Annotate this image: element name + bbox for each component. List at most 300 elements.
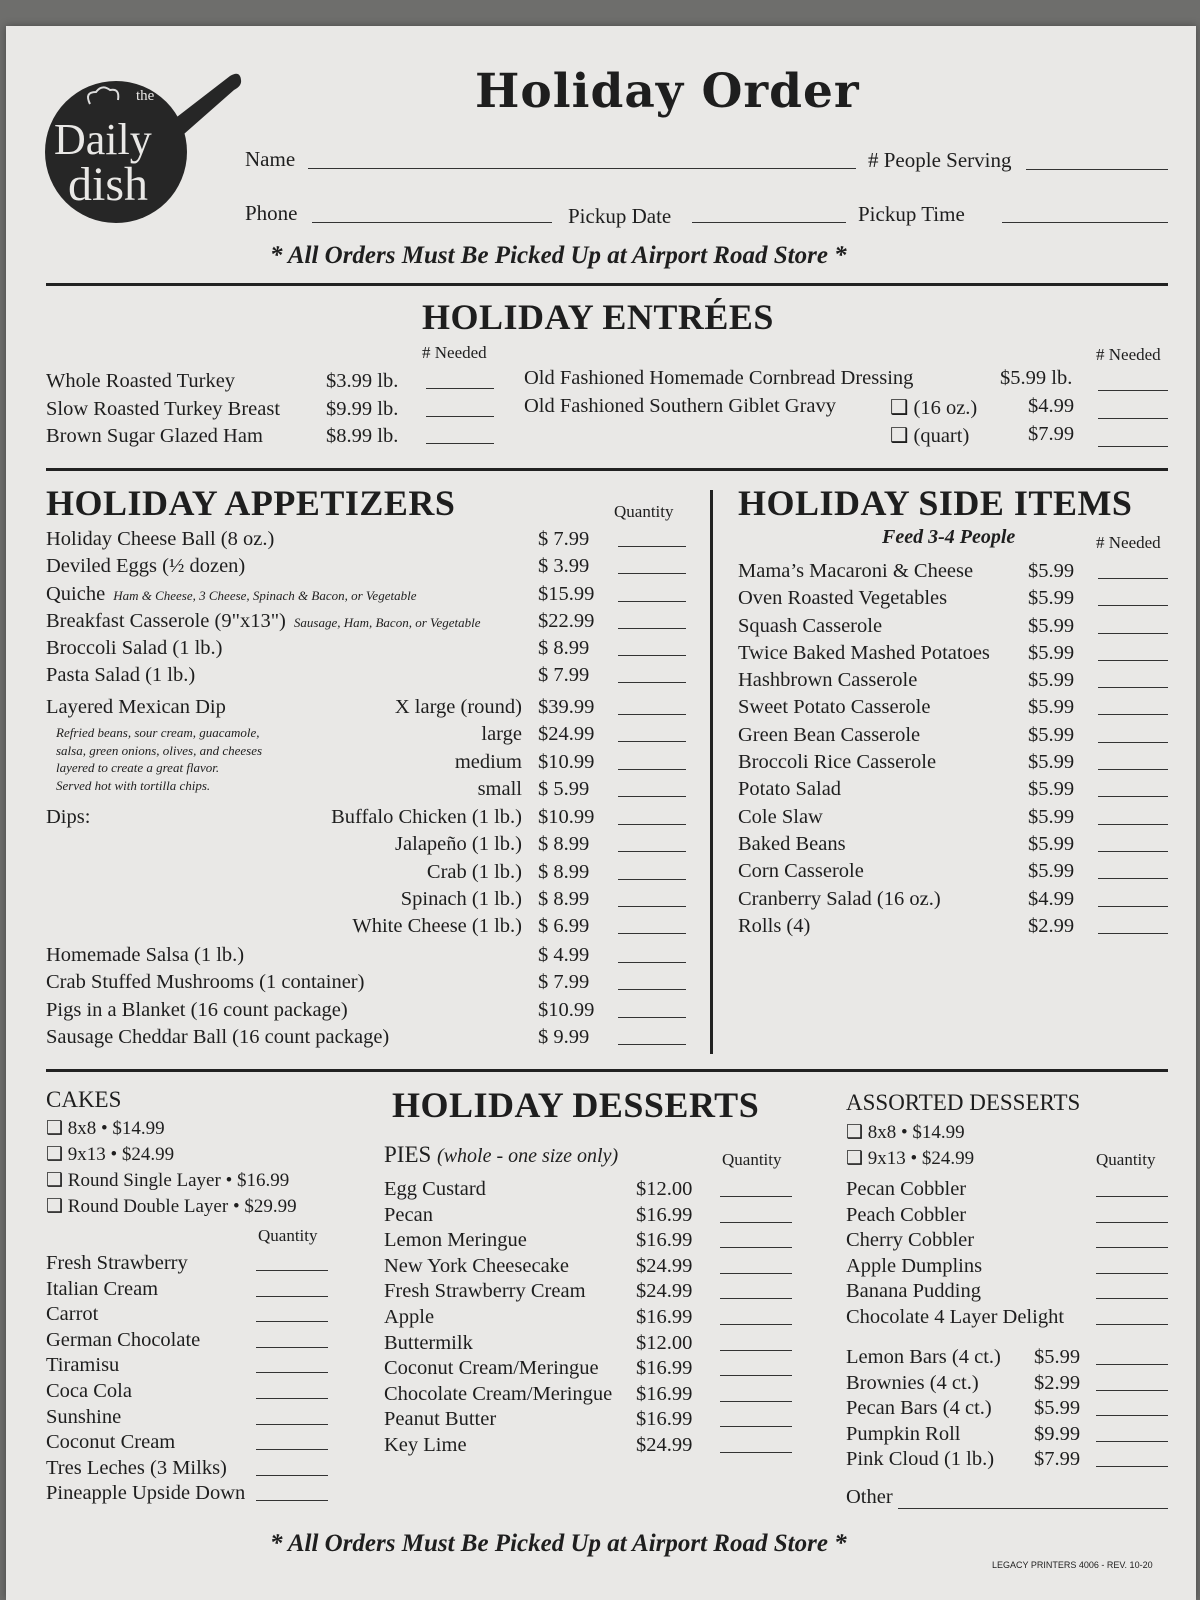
side-row-name: Oven Roasted Vegetables	[738, 587, 948, 610]
appetizer-row-price: $10.99	[538, 998, 595, 1021]
cake-flavor-row-name: Sunshine	[46, 1405, 122, 1428]
cake-flavor-row	[46, 1380, 328, 1406]
pie-row-qty-field[interactable]	[720, 1222, 792, 1223]
pie-row-qty-field[interactable]	[720, 1324, 792, 1325]
cake-flavor-row-name: Pineapple Upside Down	[46, 1482, 246, 1505]
assorted-row	[846, 1255, 1168, 1281]
dip-size-row-name: small	[477, 777, 522, 800]
sides-needed-label: # Needed	[1096, 533, 1161, 552]
divider-appetizers	[46, 1069, 1168, 1072]
pie-row-qty-field[interactable]	[720, 1350, 792, 1351]
dip-row-price: $ 8.99	[538, 833, 590, 856]
cake-flavor-row-qty-field[interactable]	[256, 1449, 328, 1450]
assorted-priced-row-qty-field[interactable]	[1096, 1466, 1168, 1467]
pie-row-name: Chocolate Cream/Meringue	[384, 1382, 613, 1405]
dip-row-name: Buffalo Chicken (1 lb.)	[331, 806, 522, 828]
cake-flavor-row	[46, 1406, 328, 1432]
side-row	[738, 696, 1168, 723]
appetizer-row	[46, 637, 686, 664]
side-row-price: $5.99	[1028, 669, 1075, 692]
pie-row	[384, 1255, 794, 1281]
svg-text:Daily: Daily	[54, 115, 152, 164]
divider-vertical	[710, 490, 713, 1054]
side-row-qty-field[interactable]	[1098, 796, 1168, 797]
appetizer-row-qty-field[interactable]	[618, 989, 686, 990]
side-row-price: $5.99	[1028, 751, 1075, 774]
cake-flavor-row	[46, 1482, 328, 1508]
appetizer-row-name: Sausage Cheddar Ball (16 count package)	[46, 1025, 390, 1048]
dip-size-row-qty-field[interactable]	[618, 714, 686, 715]
side-row-price: $2.99	[1028, 914, 1075, 937]
entree-row	[46, 398, 496, 426]
side-row-qty-field[interactable]	[1098, 633, 1168, 634]
pickup-time-field[interactable]	[1002, 222, 1168, 223]
side-row-price: $5.99	[1028, 560, 1075, 582]
cake-flavor-row-qty-field[interactable]	[256, 1321, 328, 1322]
side-row-price: $5.99	[1028, 723, 1075, 746]
dressing-needed-field[interactable]	[1098, 390, 1168, 391]
dip-row-name: White Cheese (1 lb.)	[352, 915, 522, 938]
assorted-priced-row-qty-field[interactable]	[1096, 1441, 1168, 1442]
cake-flavor-row-qty-field[interactable]	[256, 1372, 328, 1373]
dip-description-line: layered to create a great flavor.	[56, 760, 220, 775]
daily-dish-logo	[38, 68, 243, 228]
gravy-16oz-checkbox[interactable]: ❑ (16 oz.)	[890, 397, 978, 419]
dip-row	[300, 806, 686, 833]
cake-flavor-row-qty-field[interactable]	[256, 1424, 328, 1425]
appetizers-more-list	[46, 944, 686, 1053]
appetizer-row-qty-field[interactable]	[618, 1044, 686, 1045]
appetizer-row-qty-field[interactable]	[618, 546, 686, 547]
desserts-title: HOLIDAY DESSERTS	[392, 1085, 760, 1125]
cake-size-checkbox[interactable]: ❑ Round Double Layer • $29.99	[46, 1196, 297, 1217]
pie-row-price: $24.99	[636, 1254, 693, 1277]
dip-size-row-price: $10.99	[538, 750, 595, 773]
cake-flavor-row	[46, 1354, 328, 1380]
cake-flavor-row	[46, 1303, 328, 1329]
assorted-row-qty-field[interactable]	[1096, 1222, 1168, 1223]
pie-row-name: Apple	[384, 1305, 435, 1328]
phone-field[interactable]	[312, 222, 552, 223]
other-label: Other	[846, 1486, 893, 1508]
cake-flavors-list	[46, 1252, 328, 1508]
pie-row	[384, 1306, 794, 1332]
side-row	[738, 724, 1168, 751]
assorted-priced-row-name: Lemon Bars (4 ct.)	[846, 1346, 1001, 1368]
people-serving-label: # People Serving	[868, 148, 1012, 172]
side-row-qty-field[interactable]	[1098, 660, 1168, 661]
assorted-priced-row-name: Pumpkin Roll	[846, 1422, 961, 1445]
side-row-qty-field[interactable]	[1098, 742, 1168, 743]
cake-flavor-row	[46, 1278, 328, 1304]
pie-row-qty-field[interactable]	[720, 1452, 792, 1453]
pickup-date-field[interactable]	[692, 222, 846, 223]
cake-flavor-row	[46, 1431, 328, 1457]
assorted-size-options	[846, 1120, 974, 1172]
side-row-name: Potato Salad	[738, 778, 842, 801]
dip-size-row	[300, 723, 686, 750]
side-row-name: Sweet Potato Casserole	[738, 696, 931, 719]
entree-row-price: $8.99 lb.	[326, 425, 399, 447]
dip-row-name: Crab (1 lb.)	[426, 860, 522, 883]
side-row	[738, 915, 1168, 942]
assorted-title: ASSORTED DESSERTS	[846, 1090, 1081, 1115]
appetizer-row-name: Broccoli Salad (1 lb.)	[46, 637, 223, 660]
cake-flavor-row-name: Coconut Cream	[46, 1431, 176, 1454]
appetizer-row	[46, 528, 686, 555]
side-row-price: $5.99	[1028, 614, 1075, 637]
pickup-notice-top: * All Orders Must Be Picked Up at Airport Road Store *	[270, 242, 847, 269]
appetizer-row-qty-field[interactable]	[618, 682, 686, 683]
cake-flavor-row-name: Tiramisu	[46, 1354, 120, 1377]
assorted-row-name: Cherry Cobbler	[846, 1229, 975, 1252]
mexican-dip-description	[56, 724, 262, 794]
pie-row-price: $16.99	[636, 1357, 693, 1380]
side-row-price: $5.99	[1028, 587, 1075, 610]
dip-row-qty-field[interactable]	[618, 906, 686, 907]
gravy-16oz-price: $4.99	[1028, 395, 1075, 417]
assorted-priced-row-price: $5.99	[1034, 1397, 1081, 1420]
dip-size-row-name: medium	[454, 750, 522, 773]
side-row-qty-field[interactable]	[1098, 605, 1168, 606]
entree-row-name: Whole Roasted Turkey	[46, 370, 236, 392]
entrees-needed-label-left: # Needed	[422, 343, 487, 362]
assorted-size-checkbox[interactable]: ❑ 9x13 • $24.99	[846, 1148, 975, 1169]
dip-row-qty-field[interactable]	[618, 824, 686, 825]
assorted-row-name: Apple Dumplins	[846, 1254, 983, 1277]
side-row-price: $5.99	[1028, 778, 1075, 801]
sides-title: HOLIDAY SIDE ITEMS	[738, 483, 1133, 523]
assorted-priced-row	[846, 1423, 1168, 1449]
assorted-row-name: Banana Pudding	[846, 1280, 981, 1303]
pie-row-price: $16.99	[636, 1382, 693, 1405]
side-row-price: $5.99	[1028, 860, 1075, 883]
cake-flavor-row-name: German Chocolate	[46, 1328, 201, 1351]
pies-title	[384, 1142, 618, 1168]
pie-row-qty-field[interactable]	[720, 1298, 792, 1299]
side-row	[738, 642, 1168, 669]
pie-row-price: $16.99	[636, 1408, 693, 1431]
cake-size-checkbox[interactable]: ❑ 8x8 • $14.99	[46, 1118, 165, 1139]
entree-row	[46, 370, 496, 398]
appetizer-row	[46, 583, 686, 610]
dip-row-qty-field[interactable]	[618, 879, 686, 880]
appetizer-row	[46, 610, 686, 637]
pie-row-qty-field[interactable]	[720, 1375, 792, 1376]
pie-row-price: $16.99	[636, 1203, 693, 1226]
dip-size-row	[300, 751, 686, 778]
cake-flavor-row	[46, 1457, 328, 1483]
side-row-name: Cranberry Salad (16 oz.)	[738, 887, 941, 910]
side-row-name: Green Bean Casserole	[738, 723, 921, 746]
dip-size-row-qty-field[interactable]	[618, 769, 686, 770]
dip-size-row-price: $39.99	[538, 696, 595, 718]
assorted-priced-row-name: Brownies (4 ct.)	[846, 1371, 979, 1394]
dip-row	[300, 915, 686, 942]
mexican-dip-sizes	[300, 696, 686, 805]
sides-subtitle: Feed 3-4 People	[882, 526, 1016, 548]
dip-size-row-qty-field[interactable]	[618, 741, 686, 742]
side-row-price: $5.99	[1028, 805, 1075, 828]
assorted-row-qty-field[interactable]	[1096, 1196, 1168, 1197]
appetizer-row	[46, 555, 686, 582]
side-row-name: Cole Slaw	[738, 805, 823, 828]
dip-row-price: $ 8.99	[538, 887, 590, 910]
page-title: Holiday Order	[475, 64, 860, 119]
assorted-priced-row-name: Pink Cloud (1 lb.)	[846, 1448, 995, 1471]
assorted-quantity-label: Quantity	[1096, 1150, 1156, 1169]
assorted-size-checkbox[interactable]: ❑ 8x8 • $14.99	[846, 1122, 965, 1143]
appetizer-row-name: Breakfast Casserole (9"x13") Sausage, Ham, Bacon, or Vegetable	[46, 609, 481, 632]
divider-entrees	[46, 468, 1168, 471]
assorted-priced-row-qty-field[interactable]	[1096, 1364, 1168, 1365]
appetizer-row-name: Homemade Salsa (1 lb.)	[46, 944, 245, 966]
pie-row-qty-field[interactable]	[720, 1196, 792, 1197]
side-row-qty-field[interactable]	[1098, 933, 1168, 934]
dip-description-line: Refried beans, sour cream, guacamole,	[56, 725, 260, 740]
side-row-qty-field[interactable]	[1098, 578, 1168, 579]
people-serving-field[interactable]	[1026, 169, 1168, 170]
cake-flavor-row-qty-field[interactable]	[256, 1270, 328, 1271]
dressing-name: Old Fashioned Homemade Cornbread Dressing	[524, 367, 914, 389]
side-row-qty-field[interactable]	[1098, 906, 1168, 907]
assorted-list	[846, 1178, 1168, 1332]
side-row-qty-field[interactable]	[1098, 824, 1168, 825]
pie-row	[384, 1178, 794, 1204]
assorted-row	[846, 1306, 1168, 1332]
dip-row-name: Spinach (1 lb.)	[400, 887, 522, 910]
cake-flavor-row-name: Fresh Strawberry	[46, 1252, 188, 1274]
dip-row	[300, 833, 686, 860]
pie-row-name: Buttermilk	[384, 1331, 473, 1354]
side-row	[738, 560, 1168, 587]
dips-list	[300, 806, 686, 942]
assorted-row	[846, 1229, 1168, 1255]
dressing-price: $5.99 lb.	[1000, 367, 1073, 389]
entree-row-qty-field[interactable]	[426, 416, 494, 417]
side-row	[738, 778, 1168, 805]
appetizer-row	[46, 944, 686, 971]
appetizer-row-price: $ 4.99	[538, 944, 590, 966]
pie-row-qty-field[interactable]	[720, 1426, 792, 1427]
entrees-left-list	[46, 370, 496, 453]
pickup-time-label: Pickup Time	[858, 202, 965, 226]
assorted-priced-row-price: $7.99	[1034, 1448, 1081, 1471]
pie-row	[384, 1280, 794, 1306]
appetizer-row-qty-field[interactable]	[618, 573, 686, 574]
other-field[interactable]	[898, 1508, 1168, 1509]
appetizer-row-note: Ham & Cheese, 3 Cheese, Spinach & Bacon, or Vegetable	[113, 587, 417, 603]
pie-row-qty-field[interactable]	[720, 1401, 792, 1402]
appetizer-row-name: Quiche Ham & Cheese, 3 Cheese, Spinach & Bacon, or Vegetable	[46, 582, 417, 605]
appetizer-row-qty-field[interactable]	[618, 628, 686, 629]
pie-row-name: Lemon Meringue	[384, 1229, 527, 1252]
dip-size-row-name: large	[481, 723, 522, 746]
appetizer-row-price: $ 7.99	[538, 664, 590, 687]
printer-credit: LEGACY PRINTERS 4006 - REV. 10-20	[992, 1560, 1153, 1570]
pie-row	[384, 1332, 794, 1358]
pie-row-price: $12.00	[636, 1178, 693, 1200]
dip-row-price: $ 8.99	[538, 860, 590, 883]
cakes-quantity-label: Quantity	[258, 1226, 318, 1245]
cake-flavor-row-qty-field[interactable]	[256, 1500, 328, 1501]
side-row-qty-field[interactable]	[1098, 878, 1168, 879]
cake-flavor-row-name: Tres Leches (3 Milks)	[46, 1456, 227, 1479]
appetizer-row-qty-field[interactable]	[618, 962, 686, 963]
appetizer-row-price: $22.99	[538, 609, 595, 632]
side-row-qty-field[interactable]	[1098, 714, 1168, 715]
appetizer-row	[46, 971, 686, 998]
appetizer-row-qty-field[interactable]	[618, 601, 686, 602]
appetizer-row-note: Sausage, Ham, Bacon, or Vegetable	[293, 614, 481, 630]
assorted-row-qty-field[interactable]	[1096, 1273, 1168, 1274]
phone-label: Phone	[245, 201, 298, 225]
dip-row-qty-field[interactable]	[618, 933, 686, 934]
pie-row-qty-field[interactable]	[720, 1247, 792, 1248]
cake-flavor-row-qty-field[interactable]	[256, 1347, 328, 1348]
cake-size-options	[46, 1116, 297, 1220]
side-row-qty-field[interactable]	[1098, 687, 1168, 688]
side-row	[738, 587, 1168, 614]
pies-quantity-label: Quantity	[722, 1150, 782, 1169]
assorted-row	[846, 1178, 1168, 1204]
pie-row-price: $12.00	[636, 1331, 693, 1354]
side-row	[738, 669, 1168, 696]
side-row-price: $5.99	[1028, 641, 1075, 664]
entree-row-qty-field[interactable]	[426, 443, 494, 444]
dip-size-row-name: X large (round)	[394, 696, 522, 718]
dip-row-price: $ 6.99	[538, 915, 590, 938]
dip-row-qty-field[interactable]	[618, 851, 686, 852]
side-row	[738, 806, 1168, 833]
appetizer-row-price: $ 9.99	[538, 1025, 590, 1048]
dip-row	[300, 861, 686, 888]
side-row-name: Twice Baked Mashed Potatoes	[738, 641, 990, 664]
side-row-name: Mama’s Macaroni & Cheese	[738, 560, 974, 582]
appetizer-row-qty-field[interactable]	[618, 1017, 686, 1018]
appetizer-row-price: $ 3.99	[538, 555, 590, 578]
assorted-row-name: Peach Cobbler	[846, 1203, 967, 1226]
side-row	[738, 860, 1168, 887]
cake-flavor-row-qty-field[interactable]	[256, 1475, 328, 1476]
cake-size-checkbox[interactable]: ❑ Round Single Layer • $16.99	[46, 1170, 290, 1191]
cake-size-checkbox[interactable]: ❑ 9x13 • $24.99	[46, 1144, 175, 1165]
name-field[interactable]	[308, 168, 856, 169]
pie-row-qty-field[interactable]	[720, 1273, 792, 1274]
pie-row-price: $24.99	[636, 1433, 693, 1456]
entree-row-qty-field[interactable]	[426, 388, 494, 389]
entree-row-price: $3.99 lb.	[326, 370, 399, 392]
assorted-row	[846, 1280, 1168, 1306]
gravy-name: Old Fashioned Southern Giblet Gravy	[524, 395, 837, 417]
appetizer-row-name: Pigs in a Blanket (16 count package)	[46, 998, 348, 1021]
gravy-16oz-needed-field[interactable]	[1098, 418, 1168, 419]
side-row-name: Hashbrown Casserole	[738, 669, 918, 692]
appetizer-row-name: Deviled Eggs (½ dozen)	[46, 555, 246, 578]
pie-row-price: $24.99	[636, 1280, 693, 1303]
cake-flavor-row	[46, 1252, 328, 1278]
assorted-row-name: Pecan Cobbler	[846, 1178, 967, 1200]
divider-header	[46, 283, 1168, 286]
assorted-priced-row	[846, 1448, 1168, 1474]
mexican-dip-name: Layered Mexican Dip	[46, 696, 226, 718]
side-row-name: Rolls (4)	[738, 914, 811, 937]
assorted-priced-list	[846, 1346, 1168, 1474]
assorted-row-qty-field[interactable]	[1096, 1298, 1168, 1299]
svg-text:the: the	[136, 88, 155, 104]
pie-row-price: $16.99	[636, 1305, 693, 1328]
gravy-quart-needed-field[interactable]	[1098, 446, 1168, 447]
dip-description-line: salsa, green onions, olives, and cheeses	[56, 742, 263, 758]
pie-row-price: $16.99	[636, 1229, 693, 1252]
appetizers-title: HOLIDAY APPETIZERS	[46, 483, 456, 523]
pie-row-name: Key Lime	[384, 1433, 467, 1456]
appetizer-row-price: $ 7.99	[538, 971, 590, 994]
appetizers-quantity-label: Quantity	[614, 502, 674, 521]
appetizer-row	[46, 999, 686, 1026]
assorted-priced-row-price: $5.99	[1034, 1346, 1081, 1368]
appetizer-row-qty-field[interactable]	[618, 655, 686, 656]
entree-row-price: $9.99 lb.	[326, 397, 399, 420]
assorted-priced-row	[846, 1397, 1168, 1423]
cake-flavor-row-name: Carrot	[46, 1303, 99, 1326]
dip-row-name: Jalapeño (1 lb.)	[395, 833, 522, 856]
cake-flavor-row-qty-field[interactable]	[256, 1398, 328, 1399]
side-row-qty-field[interactable]	[1098, 851, 1168, 852]
assorted-row-qty-field[interactable]	[1096, 1247, 1168, 1248]
entree-row-name: Slow Roasted Turkey Breast	[46, 397, 281, 420]
pie-row-name: Pecan	[384, 1203, 433, 1226]
assorted-row	[846, 1204, 1168, 1230]
pies-note: (whole - one size only)	[437, 1145, 619, 1167]
assorted-priced-row	[846, 1346, 1168, 1372]
entrees-needed-label-right: # Needed	[1096, 345, 1161, 364]
appetizers-list	[46, 528, 686, 692]
side-row-qty-field[interactable]	[1098, 769, 1168, 770]
dip-size-row	[300, 778, 686, 805]
appetizer-row	[46, 1026, 686, 1053]
side-row-name: Corn Casserole	[738, 860, 864, 883]
pie-row	[384, 1204, 794, 1230]
dip-size-row-qty-field[interactable]	[618, 796, 686, 797]
assorted-priced-row-price: $9.99	[1034, 1422, 1081, 1445]
appetizer-row-price: $ 7.99	[538, 528, 590, 550]
assorted-priced-row-qty-field[interactable]	[1096, 1390, 1168, 1391]
dip-size-row	[300, 696, 686, 723]
svg-text:dish: dish	[68, 158, 149, 211]
assorted-priced-row-price: $2.99	[1034, 1371, 1081, 1394]
gravy-quart-price: $7.99	[1028, 423, 1075, 445]
cake-flavor-row-qty-field[interactable]	[256, 1296, 328, 1297]
pie-row-name: Peanut Butter	[384, 1408, 497, 1431]
cake-flavor-row	[46, 1329, 328, 1355]
assorted-row-qty-field[interactable]	[1096, 1324, 1168, 1325]
appetizer-row-price: $15.99	[538, 582, 595, 605]
dips-label: Dips:	[46, 806, 91, 828]
pickup-date-label: Pickup Date	[568, 204, 672, 228]
gravy-quart-checkbox[interactable]: ❑ (quart)	[890, 425, 970, 447]
pie-row-name: Coconut Cream/Meringue	[384, 1357, 599, 1380]
assorted-priced-row-qty-field[interactable]	[1096, 1415, 1168, 1416]
dip-size-row-price: $24.99	[538, 723, 595, 746]
assorted-priced-row	[846, 1372, 1168, 1398]
side-row-name: Broccoli Rice Casserole	[738, 751, 937, 774]
assorted-row-name: Chocolate 4 Layer Delight	[846, 1305, 1065, 1328]
pie-row	[384, 1408, 794, 1434]
pies-list	[384, 1178, 794, 1460]
dip-row-price: $10.99	[538, 806, 595, 828]
pies-label: PIES	[384, 1142, 432, 1167]
